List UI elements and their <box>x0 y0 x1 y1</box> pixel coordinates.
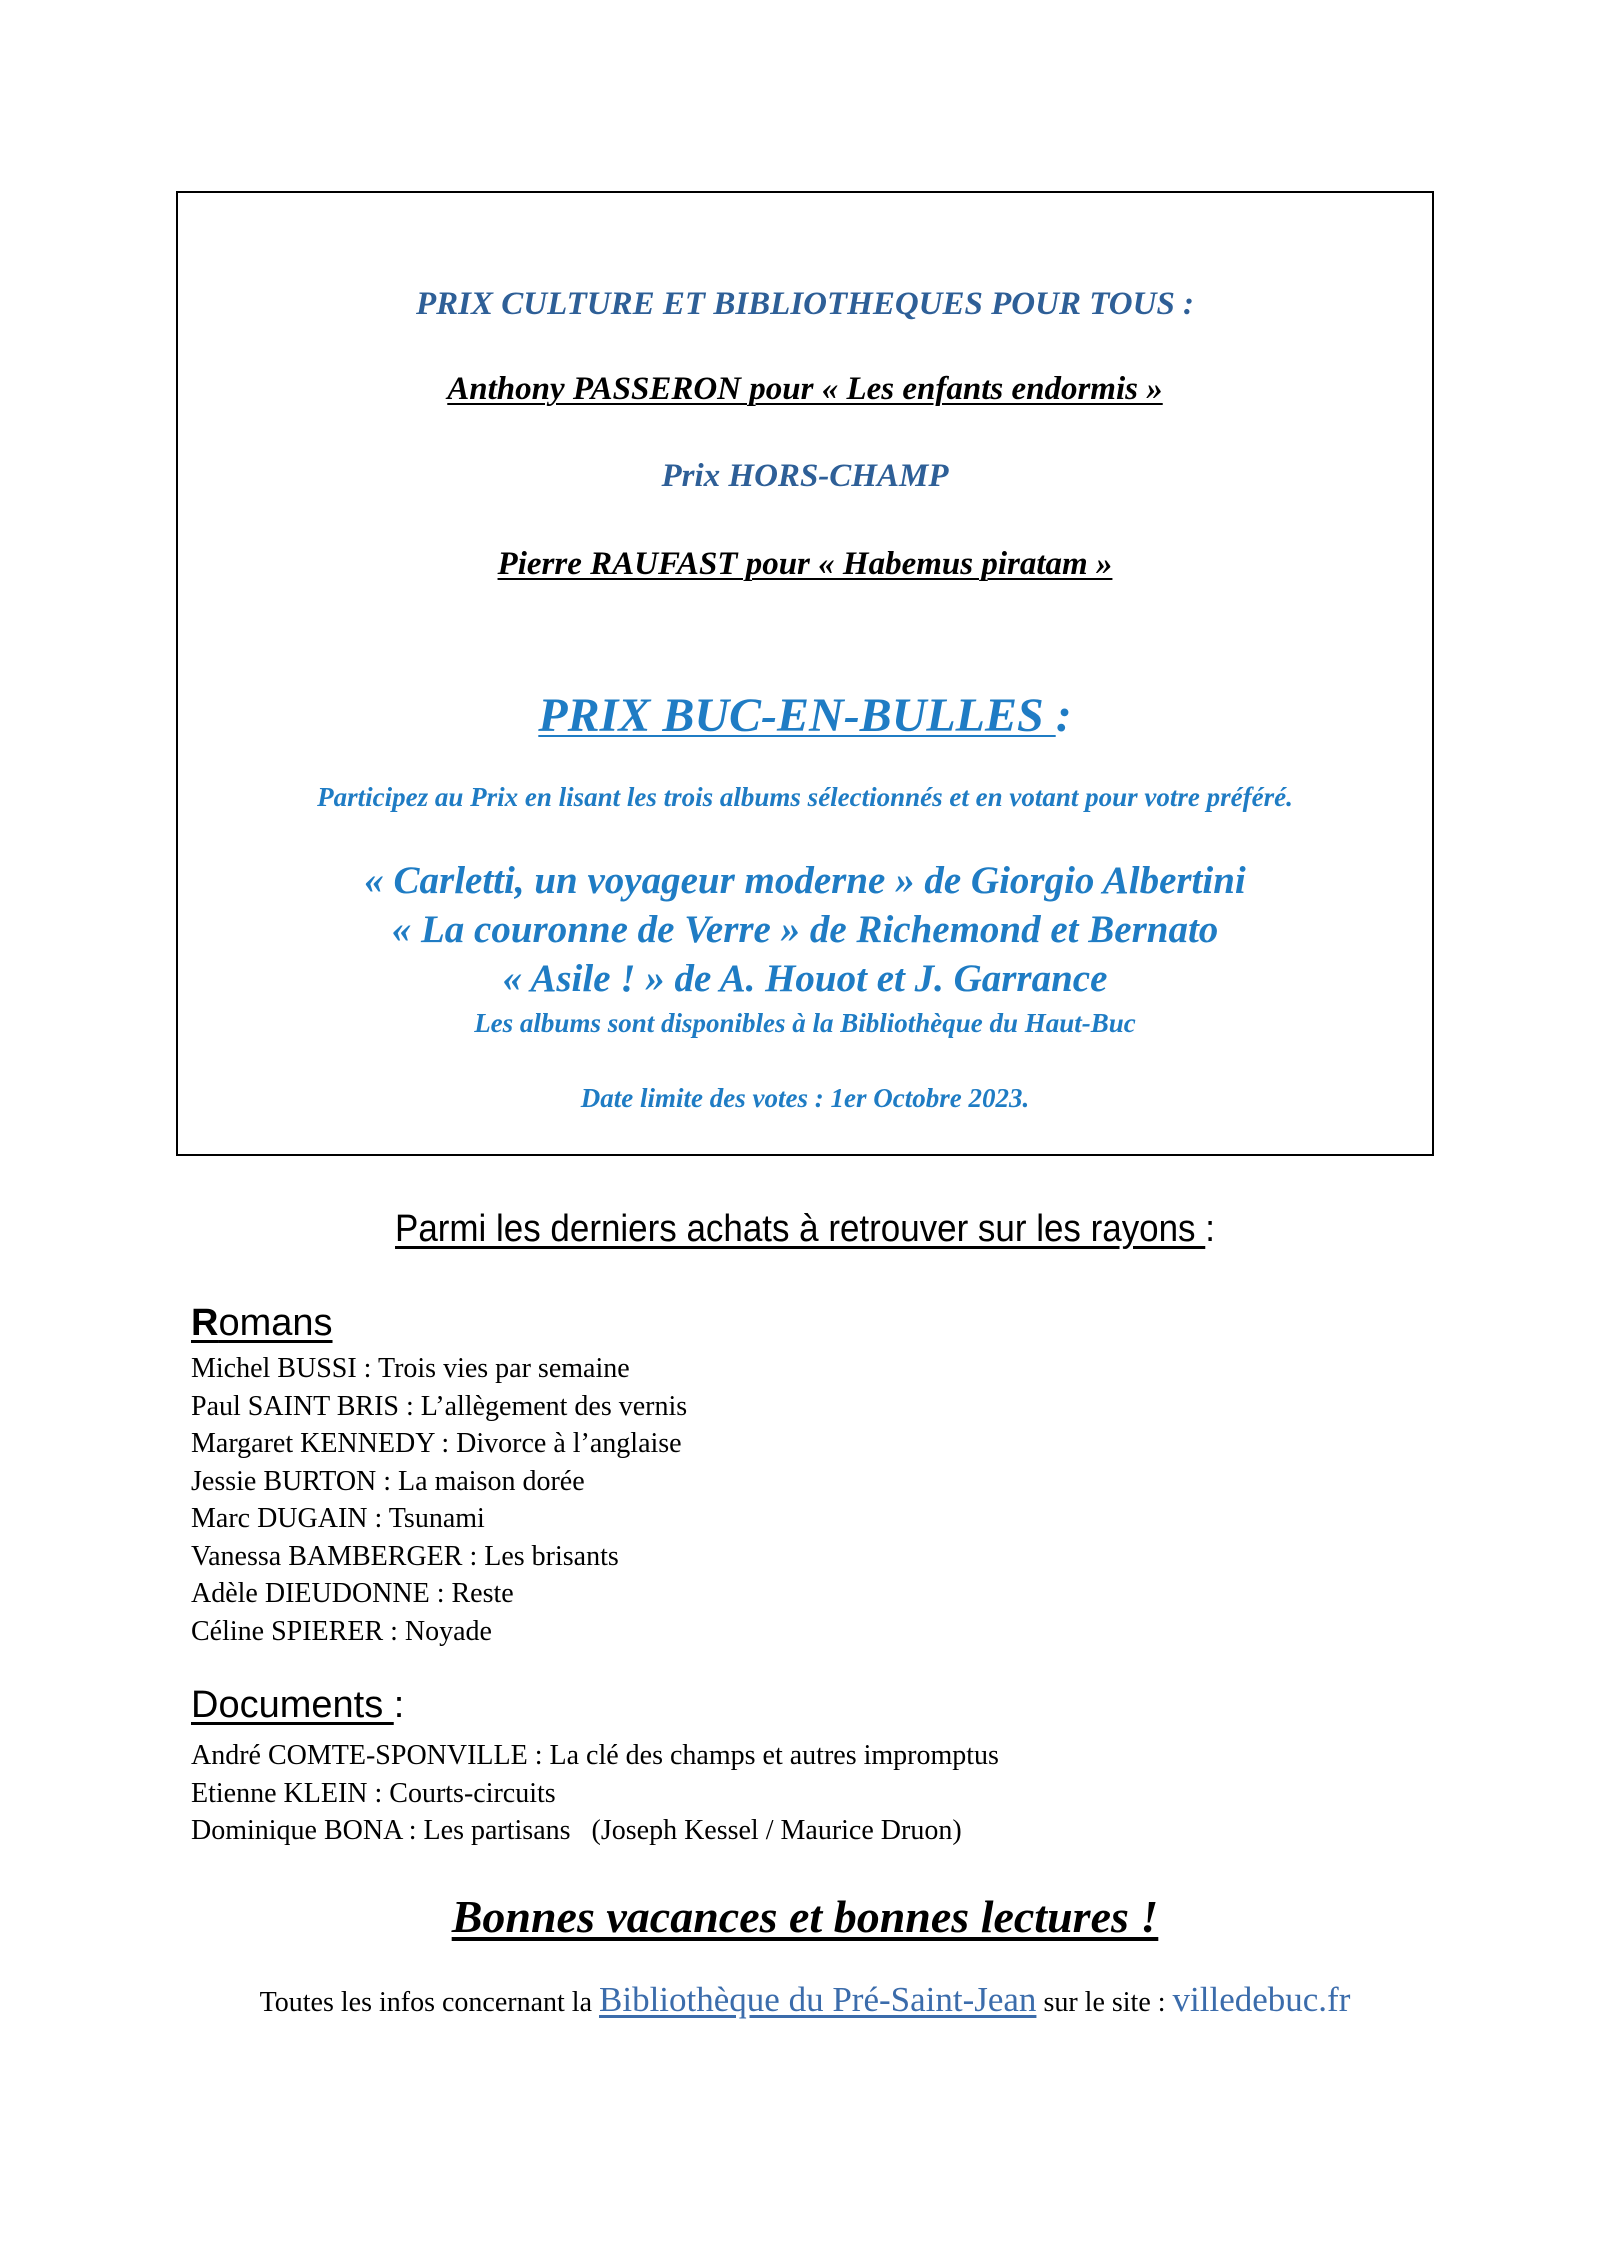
album-item: « Carletti, un voyageur moderne » de Giorgio Albertini <box>364 859 1246 902</box>
list-item: Paul SAINT BRIS : L’allègement des vernis <box>191 1390 688 1422</box>
list-item: Etienne KLEIN : Courts-circuits <box>191 1777 556 1809</box>
buc-en-bulles-title-colon: : <box>1055 689 1072 742</box>
romans-title-initial: R <box>191 1302 219 1344</box>
album-item: « Asile ! » de A. Houot et J. Garrance <box>502 957 1108 1000</box>
acquisitions-heading <box>64 1208 1545 1251</box>
buc-en-bulles-intro: Participez au Prix en lisant les trois albums sélectionnés et en votant pour votre préféré. <box>317 782 1293 812</box>
list-item: Vanessa BAMBERGER : Les brisants <box>191 1540 619 1572</box>
acquisitions-heading-colon: : <box>1205 1208 1215 1250</box>
site-link[interactable]: villedebuc.fr <box>1172 1980 1351 2019</box>
list-item: Dominique BONA : Les partisans (Joseph Kessel / Maurice Druon) <box>191 1815 962 1846</box>
prix-hors-champ-winner <box>178 546 1432 583</box>
acquisitions-heading-text: Parmi les derniers achats à retrouver sur les rayons <box>395 1208 1206 1250</box>
buc-en-bulles-title-text: PRIX BUC-EN-BULLES <box>538 689 1056 742</box>
documents-title-colon: : <box>393 1684 405 1726</box>
farewell-text: Bonnes vacances et bonnes lectures ! <box>451 1891 1159 1942</box>
footer-middle: sur le site <box>1036 1987 1158 2018</box>
list-item: Jessie BURTON : La maison dorée <box>191 1465 585 1497</box>
documents-section-title <box>191 1684 404 1727</box>
footer-colon: : <box>1157 1987 1173 2018</box>
prix-culture-title: PRIX CULTURE ET BIBLIOTHEQUES POUR TOUS : <box>415 286 1195 322</box>
prix-culture-winner <box>178 371 1432 408</box>
list-item: Margaret KENNEDY : Divorce à l’anglaise <box>191 1428 682 1459</box>
romans-section-title <box>191 1302 333 1345</box>
albums-availability: Les albums sont disponibles à la Bibliothèque du Haut-Buc <box>474 1008 1136 1038</box>
romans-list <box>191 1350 687 1650</box>
library-link[interactable]: Bibliothèque du Pré-Saint-Jean <box>599 1980 1037 2019</box>
list-item: Adèle DIEUDONNE : Reste <box>191 1578 514 1609</box>
prize-announcement-box <box>176 191 1434 1156</box>
romans-title-rest: omans <box>218 1302 333 1344</box>
prix-hors-champ-winner-text: Pierre RAUFAST pour « Habemus piratam » <box>497 546 1113 582</box>
album-item: « La couronne de Verre » de Richemond et Bernato <box>391 908 1219 951</box>
list-item: Marc DUGAIN : Tsunami <box>191 1503 485 1534</box>
prix-culture-winner-text: Anthony PASSERON pour « Les enfants endormis » <box>447 371 1163 407</box>
vote-deadline: Date limite des votes : 1er Octobre 2023. <box>580 1083 1030 1113</box>
prix-hors-champ-title: Prix HORS-CHAMP <box>661 458 949 494</box>
footer-prefix: Toutes les infos concernant la <box>259 1987 600 2018</box>
list-item: Michel BUSSI : Trois vies par semaine <box>191 1353 630 1384</box>
list-item: Céline SPIERER : Noyade <box>191 1615 492 1647</box>
list-item: André COMTE-SPONVILLE : La clé des champs et autres impromptus <box>191 1740 999 1771</box>
documents-list <box>191 1737 999 1850</box>
footer-info <box>0 1980 1600 2020</box>
documents-title-text: Documents <box>191 1684 394 1726</box>
farewell-message <box>0 1890 1600 1943</box>
buc-en-bulles-title <box>178 688 1432 743</box>
